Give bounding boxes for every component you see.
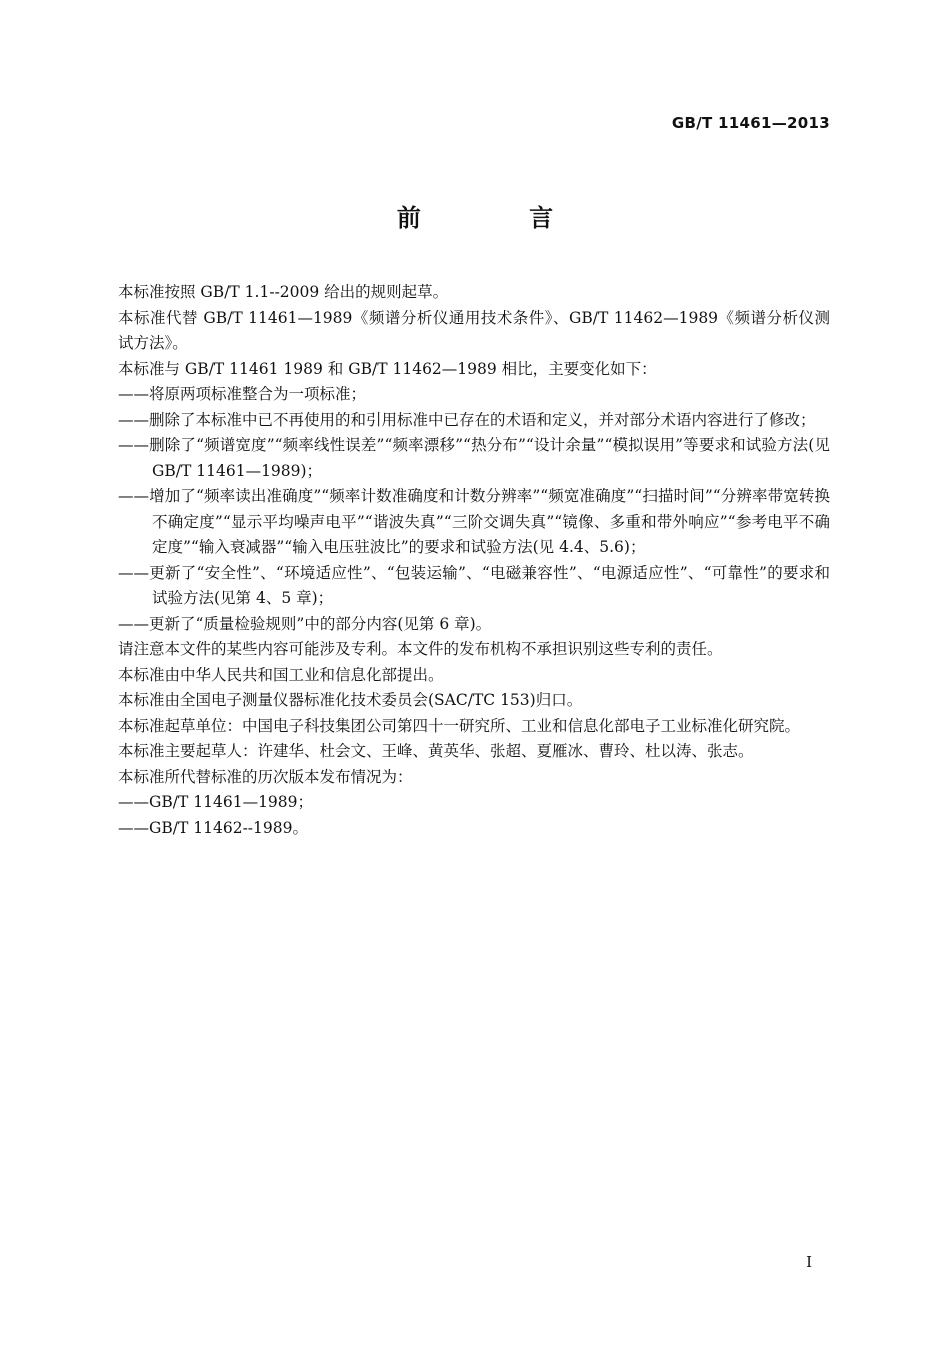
list-item: ——将原两项标准整合为一项标准； (118, 385, 367, 403)
paragraph-main-changes: 本标准与 GB/T 11461 1989 和 GB/T 11462—1989 相比，主要变化如下： (118, 359, 657, 378)
standard-code: GB/T 11461—2013 (671, 114, 830, 132)
paragraph-replaces: 本标准代替 GB/T 11461—1989《频谱分析仪通用技术条件》、GB/T 11462—1989《频谱分析仪测试方法》。 (118, 308, 830, 352)
paragraph-drafting-units: 本标准起草单位：中国电子科技集团公司第四十一研究所、工业和信息化部电子工业标准化研究院。 (118, 716, 801, 735)
page-number: I (806, 1253, 812, 1271)
list-item: ——更新了“安全性”、“环境适应性”、“包装运输”、“电磁兼容性”、“电源适应性”、“可靠性”的要求和试验方法(见第 4、5 章)； (118, 563, 830, 607)
paragraph-proposed-by: 本标准由中华人民共和国工业和信息化部提出。 (118, 665, 444, 684)
paragraph-under-jurisdiction: 本标准由全国电子测量仪器标准化技术委员会(SAC/TC 153)归口。 (118, 691, 583, 709)
history-item: ——GB/T 11462--1989。 (118, 818, 308, 837)
page-title: 前 言 (396, 204, 604, 232)
paragraph-drafters: 本标准主要起草人：许建华、杜会文、王峰、黄英华、张超、夏雁冰、曹玲、杜以涛、张志。 (118, 742, 754, 760)
paragraph-drafting-rules: 本标准按照 GB/T 1.1--2009 给出的规则起草。 (118, 283, 449, 301)
list-item: ——更新了“质量检验规则”中的部分内容(见第 6 章)。 (118, 614, 492, 633)
list-item: ——删除了本标准中已不再使用的和引用标准中已存在的术语和定义，并对部分术语内容进行了修改； (118, 410, 816, 429)
list-item: ——删除了“频谱宽度”“频率线性误差”“频率漂移”“热分布”“设计余量”“模拟误用”等要求和试验方法(见 GB/T 11461—1989)； (118, 436, 830, 480)
paragraph-history-intro: 本标准所代替标准的历次版本发布情况为： (118, 767, 413, 786)
list-item: ——增加了“频率读出准确度”“频率计数准确度和计数分辨率”“频宽准确度”“扫描时间”“分辨率带宽转换不确定度”“显示平均噪声电平”“谐波失真”“三阶交调失真”“镜像、多重和带外响应”“参考电平不确定度”“输入衰减器”“输入电压驻波比”的要求和试验方法(见 4.4、5.6)； (118, 487, 830, 556)
history-item: ——GB/T 11461—1989； (118, 793, 314, 811)
paragraph-patent-notice: 请注意本文件的某些内容可能涉及专利。本文件的发布机构不承担识别这些专利的责任。 (118, 640, 723, 658)
foreword-body (118, 280, 830, 841)
